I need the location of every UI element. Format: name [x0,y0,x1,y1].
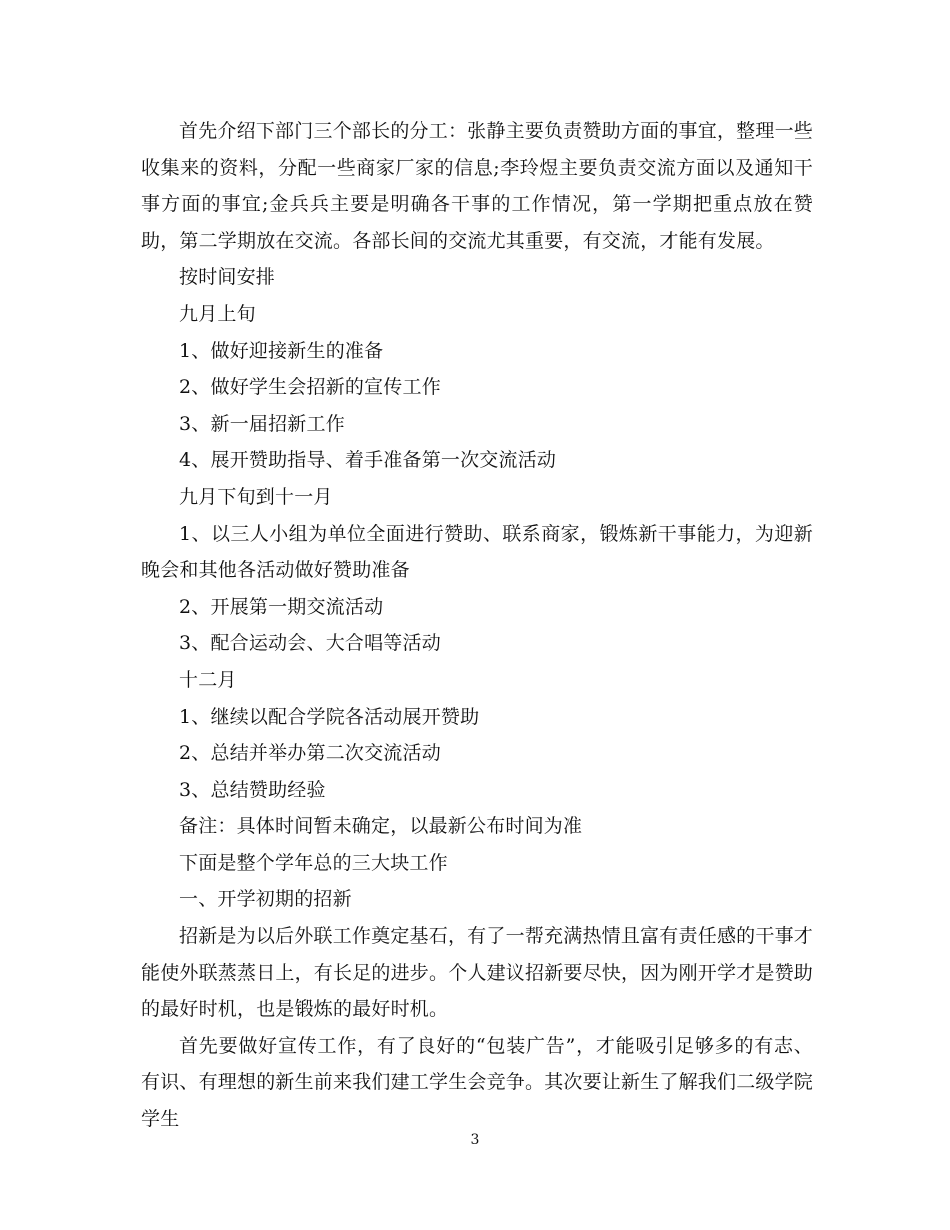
list-item: 3、配合运动会、大合唱等活动 [179,632,441,655]
page-number: 3 [470,1132,480,1148]
paragraph-early-september: 九月上旬 [179,302,256,325]
document-body [141,113,813,1138]
list-item: 2、开展第一期交流活动 [179,595,384,618]
list-item: 1、继续以配合学院各活动展开赞助 [179,705,480,728]
paragraph-december: 十二月 [179,668,237,691]
paragraph-recruitment-publicity: 首先要做好宣传工作，有了良好的“包装广告”，才能吸引足够多的有志、有识、有理想的新生前来我们建工学生会竞争。其次要让新生了解我们二级学院学生 [141,1034,814,1131]
list-item: 3、新一届招新工作 [179,412,345,435]
list-item: 2、做好学生会招新的宣传工作 [179,376,441,399]
list-item: 3、总结赞助经验 [179,778,326,801]
list-item: 1、以三人小组为单位全面进行赞助、联系商家，锻炼新干事能力，为迎新晚会和其他各活动做好赞助准备 [141,522,813,582]
paragraph-division-of-labor: 首先介绍下部门三个部长的分工：张静主要负责赞助方面的事宜，整理一些收集来的资料，分配一些商家厂家的信息;李玲煜主要负责交流方面以及通知干事方面的事宜;金兵兵主要是明确各干事的工作情况，第一学期把重点放在赞助，第二学期放在交流。各部长间的交流尤其重要，有交流，才能有发展。 [141,120,813,252]
paragraph-schedule-heading: 按时间安排 [179,266,276,289]
list-item: 4、展开赞助指导、着手准备第一次交流活动 [179,449,557,472]
section-heading-recruitment: 一、开学初期的招新 [179,888,352,911]
list-item: 1、做好迎接新生的准备 [179,339,384,362]
paragraph-recruitment-purpose: 招新是为以后外联工作奠定基石，有了一帮充满热情且富有责任感的干事才能使外联蒸蒸日上，有长足的进步。个人建议招新要尽快，因为刚开学才是赞助的最好时机，也是锻炼的最好时机。 [141,925,814,1021]
paragraph-note: 备注：具体时间暂未确定，以最新公布时间为准 [179,815,583,838]
list-item: 2、总结并举办第二次交流活动 [179,742,441,765]
paragraph-three-tasks-intro: 下面是整个学年总的三大块工作 [179,851,448,874]
paragraph-late-september-to-november: 九月下旬到十一月 [179,485,333,508]
